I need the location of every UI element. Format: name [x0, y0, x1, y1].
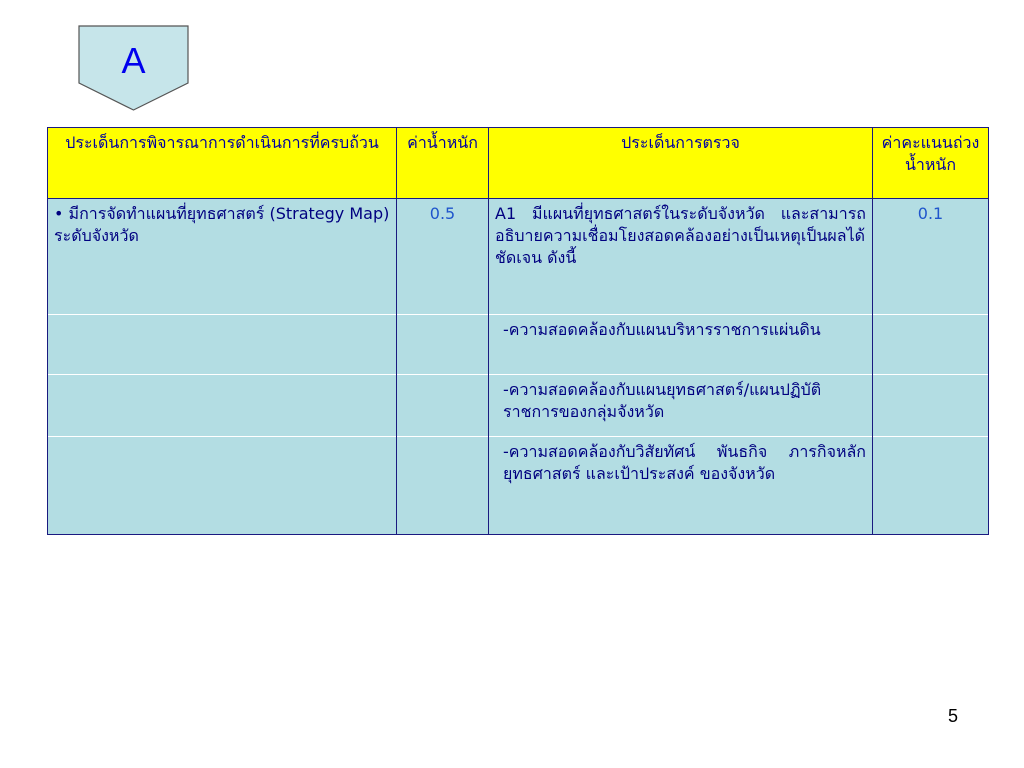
table-row: [48, 199, 989, 315]
cell-issue: [48, 315, 397, 375]
cell-weight: 0.5: [397, 199, 489, 315]
header-check: ประเด็นการตรวจ: [489, 128, 873, 199]
section-badge: [78, 25, 189, 111]
cell-issue: • มีการจัดทำแผนที่ยุทธศาสตร์ (Strategy Map) ระดับจังหวัด: [48, 199, 397, 315]
cell-check: A1 มีแผนที่ยุทธศาสตร์ในระดับจังหวัด และสามารถอธิบายความเชื่อมโยงสอดคล้องอย่างเป็นเหตุเป็นผลได้ชัดเจน ดังนี้: [489, 199, 873, 315]
cell-check: -ความสอดคล้องกับวิสัยทัศน์ พันธกิจ ภารกิจหลัก ยุทธศาสตร์ และเป้าประสงค์ ของจังหวัด: [489, 437, 873, 535]
header-issue: ประเด็นการพิจารณาการดำเนินการที่ครบถ้วน: [48, 128, 397, 199]
cell-issue: [48, 375, 397, 437]
header-score: ค่าคะแนนถ่วงน้ำหนัก: [873, 128, 989, 199]
table-row: [48, 315, 989, 375]
table-header-row: [48, 128, 989, 199]
cell-score: 0.1: [873, 199, 989, 315]
cell-check: -ความสอดคล้องกับแผนยุทธศาสตร์/แผนปฏิบัติราชการของกลุ่มจังหวัด: [489, 375, 873, 437]
cell-weight: [397, 437, 489, 535]
cell-score: [873, 375, 989, 437]
table-row: [48, 375, 989, 437]
cell-issue: [48, 437, 397, 535]
cell-score: [873, 437, 989, 535]
cell-check: -ความสอดคล้องกับแผนบริหารราชการแผ่นดิน: [489, 315, 873, 375]
cell-weight: [397, 315, 489, 375]
cell-score: [873, 315, 989, 375]
header-weight: ค่าน้ำหนัก: [397, 128, 489, 199]
cell-weight: [397, 375, 489, 437]
page-number: 5: [948, 706, 959, 726]
table-row: [48, 437, 989, 535]
badge-letter: A: [121, 40, 146, 81]
criteria-table: [47, 127, 989, 535]
